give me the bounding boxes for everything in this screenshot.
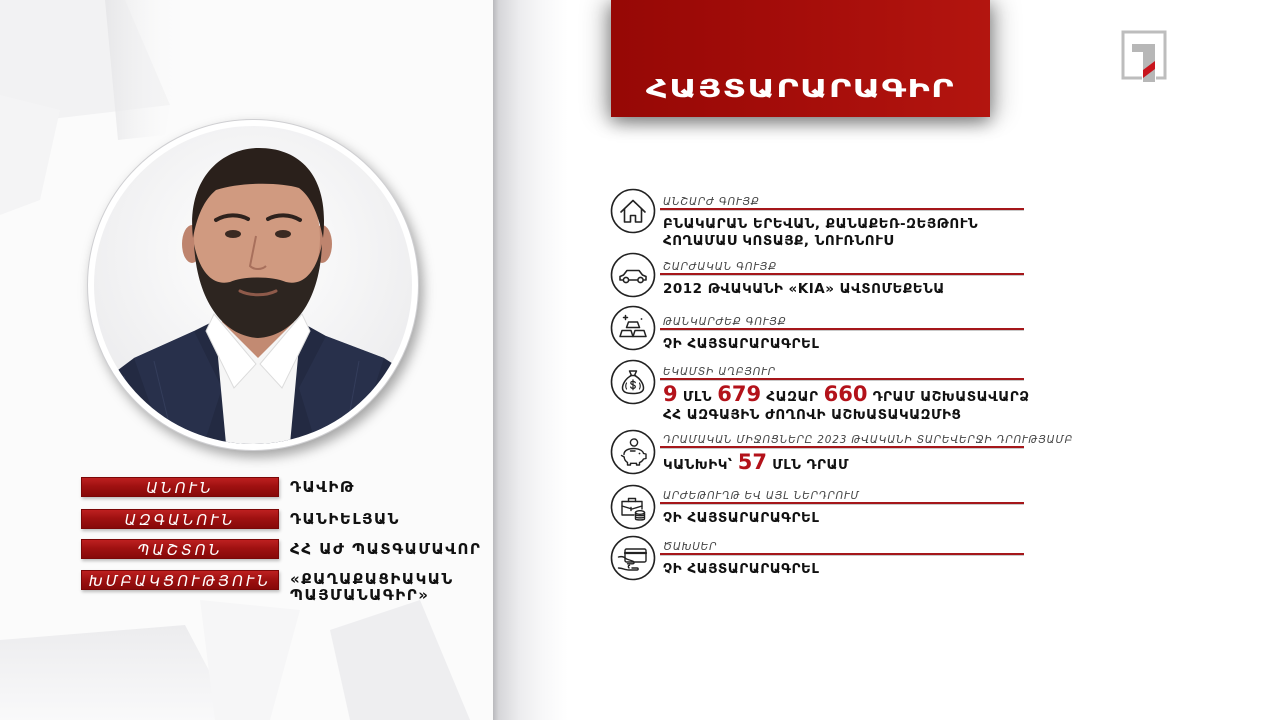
income-millions-unit: ՄԼՆ bbox=[682, 389, 713, 405]
income-currency-text: ԴՐԱՄ ԱՇԽԱՏԱՎԱՐՁ bbox=[872, 389, 1030, 405]
item-divider bbox=[660, 502, 1024, 504]
item-divider bbox=[660, 208, 1024, 210]
car-icon bbox=[610, 252, 656, 298]
income-amount-line bbox=[663, 384, 1080, 407]
item-values bbox=[660, 510, 1080, 527]
item-value-line: ՉԻ ՀԱՅՏԱՐԱՐԱԳՐԵԼ bbox=[663, 510, 820, 526]
item-value-line: ՀՀ ԱԶԳԱՅԻՆ ԺՈՂՈՎԻ ԱՇԽԱՏԱԿԱԶՄԻՑ bbox=[663, 407, 962, 423]
item-cash-funds bbox=[660, 434, 1080, 475]
item-values bbox=[660, 216, 1080, 250]
profile-panel bbox=[0, 0, 493, 720]
field-label-name: ԱՆՈՒՆ bbox=[81, 477, 279, 497]
item-divider bbox=[660, 378, 1024, 380]
item-expenses bbox=[660, 541, 1080, 578]
item-value-line: ՀՈՂԱՄԱՍ ԿՈՏԱՅՔ, ՆՈՒՌՆՈՒՍ bbox=[663, 233, 894, 249]
money-bag-icon bbox=[610, 359, 656, 405]
income-millions-number: 9 bbox=[663, 382, 678, 406]
page-title bbox=[611, 72, 990, 106]
field-value-position: ՀՀ ԱԺ ՊԱՏԳԱՄԱՎՈՐ bbox=[290, 540, 482, 558]
faction-line-2: ՊԱՅՄԱՆԱԳԻՐ» bbox=[290, 586, 430, 604]
item-value-line: 2012 ԹՎԱԿԱՆԻ «KIA» ԱՎՏՈՄԵՔԵՆԱ bbox=[663, 281, 945, 297]
item-values bbox=[660, 561, 1080, 578]
income-units-number: 660 bbox=[823, 382, 868, 406]
item-divider bbox=[660, 553, 1024, 555]
item-values bbox=[660, 452, 1080, 475]
item-movable-property bbox=[660, 261, 1080, 298]
hand-card-icon bbox=[610, 535, 656, 581]
cash-prefix: ԿԱՆԽԻԿ՝ bbox=[663, 457, 733, 473]
item-label: ՇԱՐԺԱԿԱՆ ԳՈՒՅՔ bbox=[663, 261, 777, 273]
item-divider bbox=[660, 328, 1024, 330]
channel-one-logo-icon bbox=[1121, 30, 1167, 82]
item-value-line: ՉԻ ՀԱՅՏԱՐԱՐԱԳՐԵԼ bbox=[663, 561, 820, 577]
cash-amount-line bbox=[663, 452, 1080, 475]
faction-line-1: «ՔԱՂԱՔԱՑԻԱԿԱՆ bbox=[290, 570, 454, 588]
field-label-position: ՊԱՇՏՈՆ bbox=[81, 539, 279, 559]
item-label: ԵԿԱՄՏԻ ԱՂԲՅՈՒՐ bbox=[663, 366, 776, 378]
page-title-text: ՀԱՅՏԱՐԱՐԱԳԻՐ bbox=[645, 74, 956, 103]
item-label: ԴՐԱՄԱԿԱՆ ՄԻՋՈՑՆԵՐԸ 2023 ԹՎԱԿԱՆԻ ՏԱՐԵՎԵՐՋԻ ԴՐՈՒԹՅԱՄԲ bbox=[663, 434, 1074, 446]
house-icon bbox=[610, 188, 656, 234]
briefcase-coins-icon bbox=[610, 484, 656, 530]
item-real-estate bbox=[660, 196, 1080, 250]
item-valuables bbox=[660, 316, 1080, 353]
panel-edge-shadow bbox=[493, 0, 568, 720]
item-values bbox=[660, 336, 1080, 353]
item-values bbox=[660, 281, 1080, 298]
item-values bbox=[660, 384, 1080, 424]
item-value-line: ԲՆԱԿԱՐԱՆ ԵՐԵՎԱՆ, ՔԱՆԱՔԵՌ-ԶԵՅԹՈՒՆ bbox=[663, 216, 979, 232]
title-banner bbox=[611, 0, 990, 117]
income-thousands-number: 679 bbox=[717, 382, 762, 406]
item-divider bbox=[660, 446, 1024, 448]
portrait-photo bbox=[94, 126, 412, 444]
income-thousands-unit: ՀԱԶԱՐ bbox=[766, 389, 819, 405]
item-label: ԱՆՇԱՐԺ ԳՈՒՅՔ bbox=[663, 196, 760, 208]
item-income-source bbox=[660, 366, 1080, 424]
field-label-faction: ԽՄԲԱԿՑՈՒԹՅՈՒՆ bbox=[81, 570, 279, 590]
cash-unit: ՄԼՆ ԴՐԱՄ bbox=[772, 457, 850, 473]
field-value-faction bbox=[290, 571, 454, 603]
item-label: ԾԱԽՍԵՐ bbox=[663, 541, 718, 553]
item-value-line: ՉԻ ՀԱՅՏԱՐԱՐԱԳՐԵԼ bbox=[663, 336, 820, 352]
portrait-frame bbox=[87, 119, 419, 451]
field-value-surname: ԴԱՆԻԵԼՅԱՆ bbox=[290, 510, 400, 528]
field-label-surname: ԱԶԳԱՆՈՒՆ bbox=[81, 509, 279, 529]
item-label: ԱՐԺԵԹՈՒՂԹ ԵՎ ԱՅԼ ՆԵՐԴՐՈՒՄ bbox=[663, 490, 860, 502]
field-value-name: ԴԱՎԻԹ bbox=[290, 478, 355, 496]
gold-bars-icon bbox=[610, 305, 656, 351]
item-securities bbox=[660, 490, 1080, 527]
cash-number: 57 bbox=[737, 450, 768, 474]
item-divider bbox=[660, 273, 1024, 275]
piggy-bank-icon bbox=[610, 429, 656, 475]
item-label: ԹԱՆԿԱՐԺԵՔ ԳՈՒՅՔ bbox=[663, 316, 787, 328]
